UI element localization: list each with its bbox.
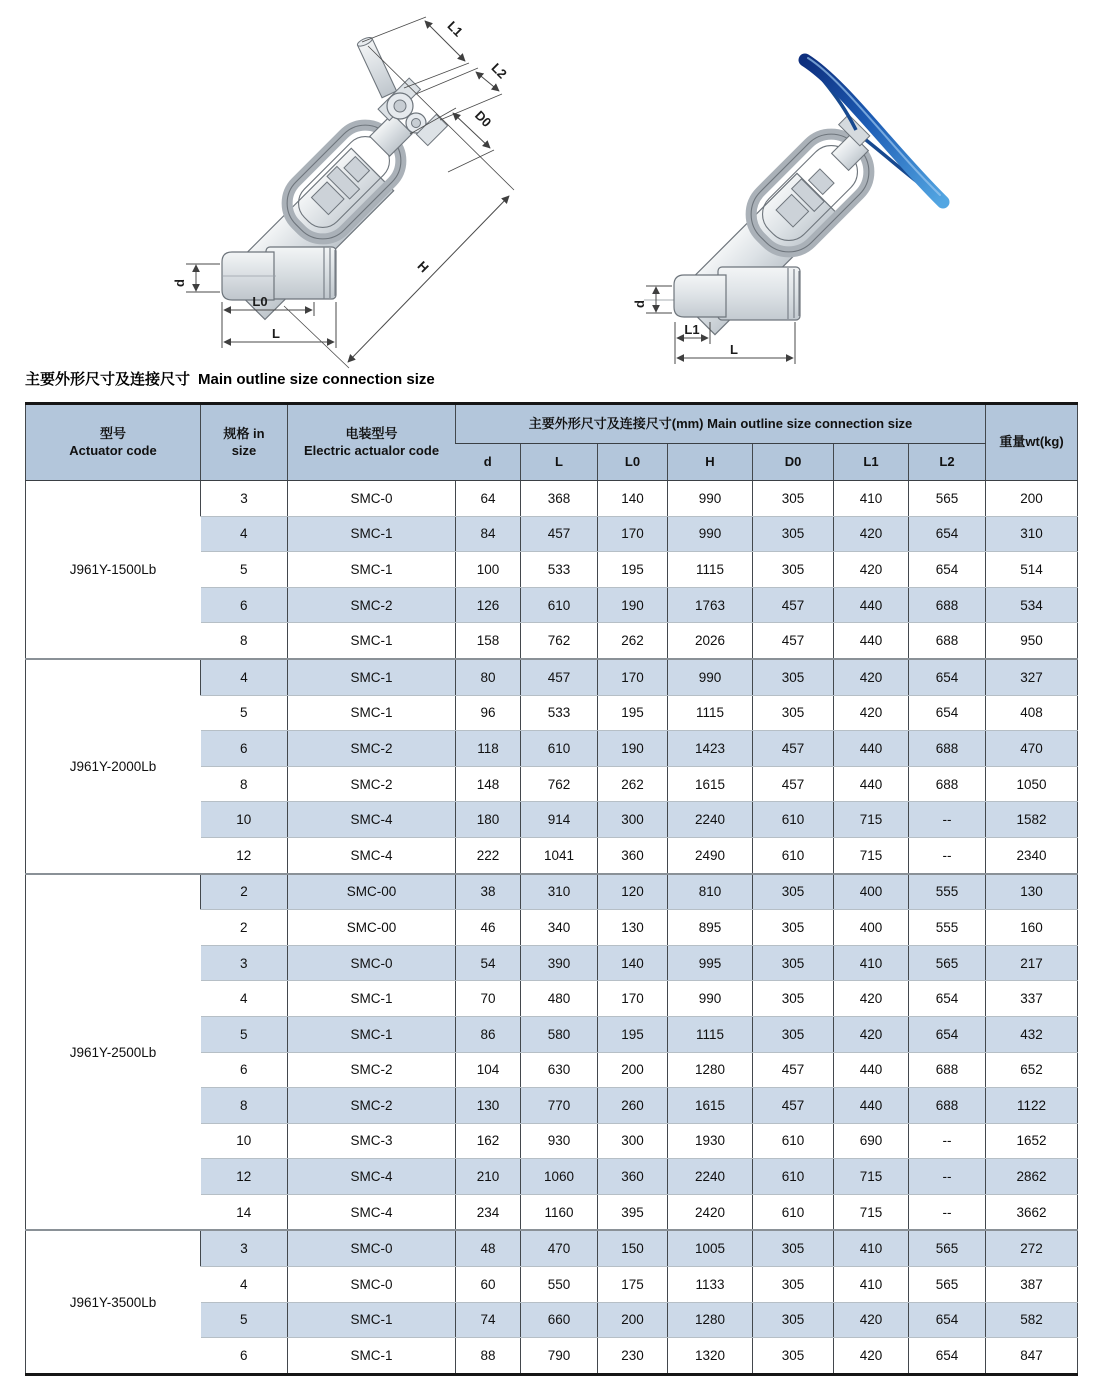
dimension-value-cell: 1320 (668, 1338, 753, 1375)
dimension-value-cell: 555 (909, 910, 986, 946)
dimension-value-cell: 410 (834, 1230, 909, 1266)
dimension-value-cell: 262 (598, 623, 668, 659)
dimension-value-cell: 550 (521, 1267, 598, 1303)
dimension-value-cell: 234 (456, 1194, 521, 1230)
size-cell: 5 (201, 1016, 288, 1052)
size-cell: 3 (201, 945, 288, 981)
dimension-value-cell: 565 (909, 945, 986, 981)
dimension-value-cell: 337 (986, 981, 1078, 1017)
dimension-value-cell: 210 (456, 1159, 521, 1195)
electric-actuator-code-cell: SMC-4 (288, 1159, 456, 1195)
dimension-value-cell: 420 (834, 1302, 909, 1338)
dimension-value-cell: -- (909, 1194, 986, 1230)
dimension-value-cell: 1122 (986, 1088, 1078, 1124)
size-cell: 6 (201, 1338, 288, 1375)
dimension-value-cell: 86 (456, 1016, 521, 1052)
electric-actuator-code-cell: SMC-4 (288, 837, 456, 873)
dimension-value-cell: 170 (598, 659, 668, 695)
dimension-value-cell: 195 (598, 695, 668, 731)
dimension-value-cell: 1005 (668, 1230, 753, 1266)
dimension-value-cell: 660 (521, 1302, 598, 1338)
dimension-value-cell: 48 (456, 1230, 521, 1266)
dimension-value-cell: 688 (909, 1052, 986, 1088)
dimension-value-cell: 654 (909, 981, 986, 1017)
dimension-value-cell: 160 (986, 910, 1078, 946)
dimension-value-cell: 190 (598, 731, 668, 767)
size-cell: 4 (201, 659, 288, 695)
dimension-value-cell: 170 (598, 516, 668, 552)
dimension-value-cell: 140 (598, 481, 668, 517)
dimension-value-cell: 1115 (668, 695, 753, 731)
electric-actuator-code-cell: SMC-1 (288, 516, 456, 552)
dimension-value-cell: 610 (753, 837, 834, 873)
dimension-value-cell: 150 (598, 1230, 668, 1266)
dimension-value-cell: 688 (909, 623, 986, 659)
dimension-value-cell: 195 (598, 552, 668, 588)
dimension-value-cell: 70 (456, 981, 521, 1017)
dimension-value-cell: 1115 (668, 1016, 753, 1052)
electric-actuator-code-cell: SMC-4 (288, 802, 456, 838)
dimension-value-cell: 400 (834, 874, 909, 910)
dimension-value-cell: 360 (598, 1159, 668, 1195)
size-cell: 8 (201, 766, 288, 802)
dimension-value-cell: 88 (456, 1338, 521, 1375)
dim-label-d: d (632, 300, 647, 308)
dimension-value-cell: 610 (753, 802, 834, 838)
dimension-value-cell: 420 (834, 981, 909, 1017)
electric-actuator-code-cell: SMC-2 (288, 587, 456, 623)
dimension-value-cell: 950 (986, 623, 1078, 659)
dimension-value-cell: 410 (834, 945, 909, 981)
dimension-value-cell: 305 (753, 1338, 834, 1375)
dimension-value-cell: 200 (598, 1302, 668, 1338)
electric-actuator-code-cell: SMC-1 (288, 1016, 456, 1052)
dimension-value-cell: 457 (753, 623, 834, 659)
dimension-value-cell: 790 (521, 1338, 598, 1375)
dimension-value-cell: 120 (598, 874, 668, 910)
dim-label-l1: L1 (684, 322, 700, 337)
dimension-value-cell: 610 (521, 731, 598, 767)
dimension-value-cell: 610 (753, 1123, 834, 1159)
dimension-value-cell: 420 (834, 516, 909, 552)
dimension-value-cell: 305 (753, 1302, 834, 1338)
dimension-value-cell: 54 (456, 945, 521, 981)
dimension-value-cell: 457 (753, 1052, 834, 1088)
dimension-value-cell: 990 (668, 981, 753, 1017)
electric-actuator-code-cell: SMC-1 (288, 552, 456, 588)
dimension-value-cell: 440 (834, 766, 909, 802)
dimension-value-cell: 1615 (668, 766, 753, 802)
dimension-value-cell: 457 (753, 587, 834, 623)
dimension-value-cell: 327 (986, 659, 1078, 695)
size-cell: 4 (201, 516, 288, 552)
dim-col-header: L2 (909, 444, 986, 481)
dimension-value-cell: 230 (598, 1338, 668, 1375)
dimension-value-cell: 580 (521, 1016, 598, 1052)
dimension-value-cell: 305 (753, 659, 834, 695)
dimension-value-cell: 1280 (668, 1052, 753, 1088)
dimension-value-cell: 847 (986, 1338, 1078, 1375)
size-cell: 5 (201, 552, 288, 588)
dimension-value-cell: 480 (521, 981, 598, 1017)
dimension-value-cell: 175 (598, 1267, 668, 1303)
dimension-value-cell: 300 (598, 802, 668, 838)
dimension-value-cell: 180 (456, 802, 521, 838)
table-row (26, 481, 1078, 517)
electric-actuator-code-cell: SMC-2 (288, 1088, 456, 1124)
dimension-value-cell: 1280 (668, 1302, 753, 1338)
dimension-value-cell: 610 (753, 1159, 834, 1195)
dimension-value-cell: 305 (753, 552, 834, 588)
dimension-value-cell: 46 (456, 910, 521, 946)
dimension-value-cell: 126 (456, 587, 521, 623)
dim-col-header: d (456, 444, 521, 481)
electric-actuator-code-cell: SMC-1 (288, 623, 456, 659)
dimension-value-cell: 1423 (668, 731, 753, 767)
dimension-value-cell: 140 (598, 945, 668, 981)
dimension-value-cell: 457 (753, 1088, 834, 1124)
electric-actuator-code-cell: SMC-1 (288, 659, 456, 695)
dimension-value-cell: 420 (834, 552, 909, 588)
electric-actuator-code-cell: SMC-0 (288, 481, 456, 517)
actuator-code-cell: J961Y-2500Lb (26, 874, 201, 1231)
dimension-value-cell: 305 (753, 1230, 834, 1266)
actuator-code-cell: J961Y-1500Lb (26, 481, 201, 659)
dimension-value-cell: 440 (834, 1052, 909, 1088)
dimension-value-cell: 1060 (521, 1159, 598, 1195)
dimension-value-cell: 582 (986, 1302, 1078, 1338)
dimension-value-cell: 148 (456, 766, 521, 802)
dimension-value-cell: 3662 (986, 1194, 1078, 1230)
dimension-value-cell: 715 (834, 802, 909, 838)
electric-actuator-code-cell: SMC-0 (288, 1230, 456, 1266)
dimension-value-cell: 420 (834, 659, 909, 695)
dimension-value-cell: 96 (456, 695, 521, 731)
dimension-value-cell: 104 (456, 1052, 521, 1088)
dimension-value-cell: 630 (521, 1052, 598, 1088)
dimension-value-cell: 688 (909, 731, 986, 767)
dimension-value-cell: 654 (909, 1302, 986, 1338)
dimension-value-cell: 1160 (521, 1194, 598, 1230)
dimension-value-cell: 130 (598, 910, 668, 946)
dimension-value-cell: 395 (598, 1194, 668, 1230)
dimension-value-cell: 470 (986, 731, 1078, 767)
electric-actuator-code-cell: SMC-0 (288, 945, 456, 981)
electric-actuator-code-cell: SMC-2 (288, 731, 456, 767)
dimension-value-cell: 84 (456, 516, 521, 552)
dimension-value-cell: 130 (456, 1088, 521, 1124)
dimension-value-cell: 457 (521, 659, 598, 695)
dimension-value-cell: 914 (521, 802, 598, 838)
dimension-value-cell: 895 (668, 910, 753, 946)
dimension-value-cell: 300 (598, 1123, 668, 1159)
dimension-value-cell: 1133 (668, 1267, 753, 1303)
dimension-value-cell: 1615 (668, 1088, 753, 1124)
dimension-value-cell: 715 (834, 1194, 909, 1230)
dimension-value-cell: 410 (834, 481, 909, 517)
dimension-value-cell: 652 (986, 1052, 1078, 1088)
dimension-value-cell: 715 (834, 837, 909, 873)
table-row (26, 874, 1078, 910)
dimension-value-cell: 610 (521, 587, 598, 623)
size-cell: 5 (201, 1302, 288, 1338)
col-header-size: 规格 in size (201, 404, 288, 481)
electric-actuator-code-cell: SMC-1 (288, 1338, 456, 1375)
dimension-value-cell: 2340 (986, 837, 1078, 873)
dimension-value-cell: 38 (456, 874, 521, 910)
dim-label-h: H (414, 258, 432, 276)
dimension-value-cell: 305 (753, 695, 834, 731)
dimension-value-cell: -- (909, 1123, 986, 1159)
size-cell: 8 (201, 1088, 288, 1124)
actuator-code-cell: J961Y-2000Lb (26, 659, 201, 874)
dimension-value-cell: 190 (598, 587, 668, 623)
dimension-value-cell: 130 (986, 874, 1078, 910)
dimension-value-cell: 2420 (668, 1194, 753, 1230)
dimension-value-cell: 533 (521, 695, 598, 731)
size-cell: 6 (201, 587, 288, 623)
dimension-value-cell: 995 (668, 945, 753, 981)
dimension-value-cell: 60 (456, 1267, 521, 1303)
dimension-value-cell: 200 (598, 1052, 668, 1088)
dimension-value-cell: 654 (909, 516, 986, 552)
dimension-value-cell: 432 (986, 1016, 1078, 1052)
dimension-value-cell: 390 (521, 945, 598, 981)
dimension-value-cell: 118 (456, 731, 521, 767)
dimension-value-cell: 990 (668, 481, 753, 517)
dimension-value-cell: 555 (909, 874, 986, 910)
size-cell: 10 (201, 1123, 288, 1159)
size-cell: 4 (201, 1267, 288, 1303)
dimension-value-cell: 2862 (986, 1159, 1078, 1195)
dimension-value-cell: 762 (521, 623, 598, 659)
dimension-value-cell: 310 (521, 874, 598, 910)
dimension-value-cell: 533 (521, 552, 598, 588)
dimension-value-cell: 990 (668, 659, 753, 695)
dimension-value-cell: 2490 (668, 837, 753, 873)
dimension-value-cell: 1930 (668, 1123, 753, 1159)
size-cell: 5 (201, 695, 288, 731)
dimension-value-cell: 1652 (986, 1123, 1078, 1159)
dimension-value-cell: 565 (909, 1267, 986, 1303)
dim-label-l: L (272, 326, 280, 341)
dimension-value-cell: 305 (753, 481, 834, 517)
dimension-value-cell: 158 (456, 623, 521, 659)
dimension-value-cell: 2026 (668, 623, 753, 659)
size-cell: 8 (201, 623, 288, 659)
outline-size-table (25, 402, 1078, 1376)
dimension-value-cell: -- (909, 837, 986, 873)
size-cell: 6 (201, 731, 288, 767)
dimension-value-cell: 990 (668, 516, 753, 552)
dimension-value-cell: 305 (753, 874, 834, 910)
dimension-value-cell: 400 (834, 910, 909, 946)
dimension-value-cell: 514 (986, 552, 1078, 588)
dimension-value-cell: 810 (668, 874, 753, 910)
dimension-value-cell: 440 (834, 731, 909, 767)
dimension-value-cell: 2240 (668, 802, 753, 838)
section-title (25, 368, 435, 389)
dimension-value-cell: 420 (834, 695, 909, 731)
dimension-value-cell: -- (909, 802, 986, 838)
electric-actuator-code-cell: SMC-00 (288, 874, 456, 910)
dimension-value-cell: 565 (909, 1230, 986, 1266)
dimension-value-cell: 305 (753, 945, 834, 981)
dim-label-d: d (172, 279, 187, 287)
dimension-value-cell: 162 (456, 1123, 521, 1159)
dimension-value-cell: 64 (456, 481, 521, 517)
size-cell: 12 (201, 1159, 288, 1195)
dimension-value-cell: 340 (521, 910, 598, 946)
dimension-value-cell: 410 (834, 1267, 909, 1303)
valve-drawing-electric-actuator (148, 2, 572, 387)
valve-actuator (356, 36, 447, 157)
dimension-value-cell: 260 (598, 1088, 668, 1124)
table-row (26, 1230, 1078, 1266)
electric-actuator-code-cell: SMC-2 (288, 766, 456, 802)
dimension-value-cell: 715 (834, 1159, 909, 1195)
dimension-value-cell: 457 (753, 731, 834, 767)
dimension-value-cell: 534 (986, 587, 1078, 623)
dimension-value-cell: 457 (521, 516, 598, 552)
size-cell: 14 (201, 1194, 288, 1230)
dimension-value-cell: 195 (598, 1016, 668, 1052)
dimension-value-cell: 310 (986, 516, 1078, 552)
dimension-value-cell: 1050 (986, 766, 1078, 802)
dimension-value-cell: 440 (834, 1088, 909, 1124)
electric-actuator-code-cell: SMC-1 (288, 695, 456, 731)
dimension-value-cell: 930 (521, 1123, 598, 1159)
section-title-en: Main outline size connection size (198, 371, 435, 388)
col-header-electric-actuator-code: 电装型号 Electric actualor code (288, 404, 456, 481)
dimension-value-cell: 1041 (521, 837, 598, 873)
size-cell: 10 (201, 802, 288, 838)
table-row (26, 659, 1078, 695)
dimension-value-cell: 272 (986, 1230, 1078, 1266)
dim-col-header: D0 (753, 444, 834, 481)
col-header-actuator-code: 型号 Actuator code (26, 404, 201, 481)
section-title-zh: 主要外形尺寸及连接尺寸 (25, 371, 191, 388)
dimension-value-cell: 2240 (668, 1159, 753, 1195)
valve-drawing-handwheel (618, 12, 1058, 389)
electric-actuator-code-cell: SMC-00 (288, 910, 456, 946)
electric-actuator-code-cell: SMC-0 (288, 1267, 456, 1303)
dimension-value-cell: 360 (598, 837, 668, 873)
dimension-value-cell: 1115 (668, 552, 753, 588)
dimension-value-cell: 565 (909, 481, 986, 517)
dimension-value-cell: 470 (521, 1230, 598, 1266)
dim-label-d0: D0 (472, 107, 495, 130)
dimension-value-cell: 654 (909, 695, 986, 731)
dimension-value-cell: 408 (986, 695, 1078, 731)
dimension-value-cell: 74 (456, 1302, 521, 1338)
dimension-value-cell: 610 (753, 1194, 834, 1230)
dimension-value-cell: 368 (521, 481, 598, 517)
dimension-value-cell: 420 (834, 1338, 909, 1375)
dimension-value-cell: 387 (986, 1267, 1078, 1303)
dimension-value-cell: 762 (521, 766, 598, 802)
electric-actuator-code-cell: SMC-1 (288, 981, 456, 1017)
dim-label-l1: L1 (444, 18, 466, 40)
dimension-value-cell: -- (909, 1159, 986, 1195)
dimension-table (25, 402, 1078, 1376)
dimension-value-cell: 690 (834, 1123, 909, 1159)
size-cell: 6 (201, 1052, 288, 1088)
dim-col-header: L0 (598, 444, 668, 481)
dimension-value-cell: 654 (909, 552, 986, 588)
dimension-value-cell: 170 (598, 981, 668, 1017)
dimension-value-cell: 440 (834, 623, 909, 659)
dim-label-l: L (730, 342, 738, 357)
dimension-value-cell: 654 (909, 659, 986, 695)
size-cell: 12 (201, 837, 288, 873)
dimension-value-cell: 305 (753, 1267, 834, 1303)
dimension-value-cell: 217 (986, 945, 1078, 981)
electric-actuator-code-cell: SMC-3 (288, 1123, 456, 1159)
dimension-value-cell: 305 (753, 1016, 834, 1052)
dimension-value-cell: 688 (909, 766, 986, 802)
actuator-code-cell: J961Y-3500Lb (26, 1230, 201, 1374)
electric-actuator-code-cell: SMC-1 (288, 1302, 456, 1338)
dimension-value-cell: 305 (753, 981, 834, 1017)
dimension-value-cell: 80 (456, 659, 521, 695)
dimension-value-cell: 200 (986, 481, 1078, 517)
dim-label-l2: L2 (488, 60, 510, 82)
dimension-value-cell: 305 (753, 516, 834, 552)
dimension-value-cell: 688 (909, 587, 986, 623)
dim-col-header: L (521, 444, 598, 481)
dim-label-l0: L0 (252, 294, 268, 309)
valve-handwheel-drawing (618, 12, 1058, 384)
dim-col-header: L1 (834, 444, 909, 481)
dimension-value-cell: 770 (521, 1088, 598, 1124)
size-cell: 3 (201, 481, 288, 517)
dimension-value-cell: 688 (909, 1088, 986, 1124)
dimension-value-cell: 457 (753, 766, 834, 802)
dimension-value-cell: 100 (456, 552, 521, 588)
dimension-value-cell: 305 (753, 910, 834, 946)
dimension-value-cell: 262 (598, 766, 668, 802)
dimension-value-cell: 1582 (986, 802, 1078, 838)
size-cell: 2 (201, 874, 288, 910)
dimension-value-cell: 1763 (668, 587, 753, 623)
dimension-value-cell: 420 (834, 1016, 909, 1052)
electric-actuator-code-cell: SMC-2 (288, 1052, 456, 1088)
size-cell: 3 (201, 1230, 288, 1266)
size-cell: 2 (201, 910, 288, 946)
electric-actuator-code-cell: SMC-4 (288, 1194, 456, 1230)
dimension-value-cell: 222 (456, 837, 521, 873)
dimension-value-cell: 654 (909, 1338, 986, 1375)
size-cell: 4 (201, 981, 288, 1017)
col-header-weight: 重量wt(kg) (986, 404, 1078, 481)
dimension-value-cell: 654 (909, 1016, 986, 1052)
valve-outline-drawing (148, 2, 572, 382)
dimension-value-cell: 440 (834, 587, 909, 623)
dim-col-header: H (668, 444, 753, 481)
col-header-dims-group: 主要外形尺寸及连接尺寸(mm) Main outline size connection size (456, 404, 986, 444)
